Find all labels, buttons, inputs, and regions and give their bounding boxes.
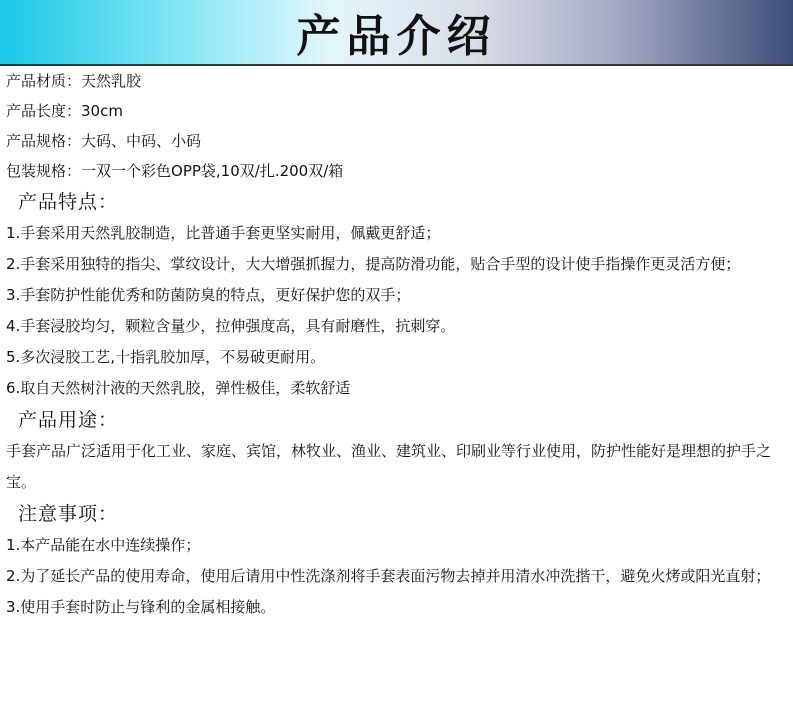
usage-text: 手套产品广泛适用于化工业、家庭、宾馆，林牧业、渔业、建筑业、印刷业等行业使用，防护性能好是理想的护手之宝。 xyxy=(6,442,772,491)
feature-item: 4.手套浸胶均匀，颗粒含量少，拉伸强度高，具有耐磨性，抗刺穿。 xyxy=(6,317,456,335)
spec-value: 大码、中码、小码 xyxy=(81,132,202,150)
feature-item: 2.手套采用独特的指尖、掌纹设计，大大增强抓握力，提高防滑功能，贴合手型的设计使手指操作更灵活方便； xyxy=(6,255,741,273)
feature-item: 6.取自天然树汁液的天然乳胶，弹性极佳，柔软舒适 xyxy=(6,379,351,397)
spec-material xyxy=(6,66,789,96)
notes-heading: 注意事项： xyxy=(18,503,119,525)
product-description xyxy=(6,66,789,623)
feature-item: 5.多次浸胶工艺,十指乳胶加厚，不易破更耐用。 xyxy=(6,348,326,366)
features-heading: 产品特点： xyxy=(18,191,119,213)
spec-label: 产品长度： xyxy=(6,102,82,120)
spec-size xyxy=(6,126,789,156)
feature-item: 1.手套采用天然乳胶制造，比普通手套更坚实耐用，佩戴更舒适； xyxy=(6,224,441,242)
spec-value: 天然乳胶 xyxy=(81,72,142,90)
page-title: 产品介绍 xyxy=(296,11,497,62)
spec-label: 包装规格： xyxy=(6,162,82,180)
title-banner xyxy=(0,0,793,64)
feature-item: 3.手套防护性能优秀和防菌防臭的特点，更好保护您的双手； xyxy=(6,286,411,304)
spec-value: 一双一个彩色OPP袋,10双/扎.200双/箱 xyxy=(81,162,344,180)
note-item: 2.为了延长产品的使用寿命，使用后请用中性洗涤剂将手套表面污物去掉并用清水冲洗揩干，避免火烤或阳光直射； xyxy=(6,567,771,585)
spec-label: 产品材质： xyxy=(6,72,82,90)
spec-label: 产品规格： xyxy=(6,132,82,150)
note-item: 1.本产品能在水中连续操作； xyxy=(6,536,201,554)
spec-packaging xyxy=(6,156,789,186)
note-item: 3.使用手套时防止与锋利的金属相接触。 xyxy=(6,598,276,616)
usage-heading: 产品用途： xyxy=(18,409,119,431)
spec-value: 30cm xyxy=(81,102,123,120)
spec-length xyxy=(6,96,789,126)
